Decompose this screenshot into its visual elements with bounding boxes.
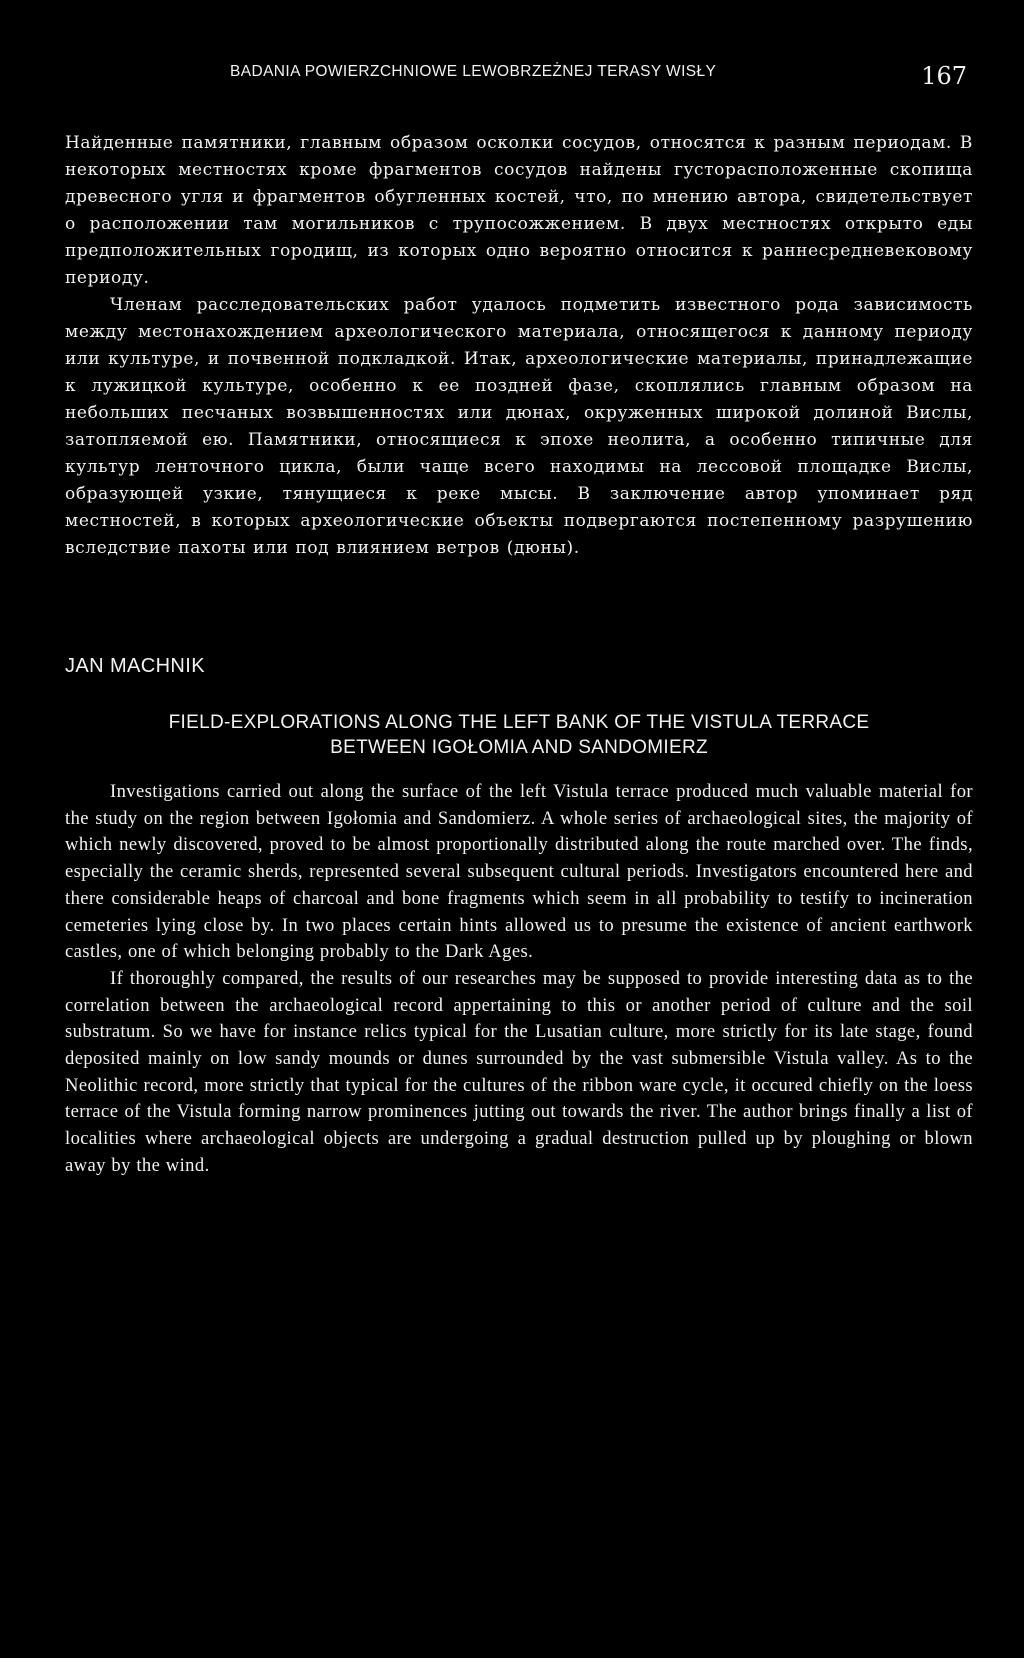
article-author: JAN MACHNIK bbox=[65, 655, 205, 677]
russian-summary bbox=[65, 130, 973, 562]
running-header: BADANIA POWIERZCHNIOWE LEWOBRZEŻNEJ TERASY WISŁY bbox=[230, 63, 717, 80]
english-paragraph-2: If thoroughly compared, the results of our researches may be supposed to provide interesting data as to the correlation between the archaeological record appertaining to this or another period of culture and the soil substratum. So we have for instance relics typical for the Lusatian culture, more strictly for its late stage, found deposited mainly on low sandy mounds or dunes surrounded by the vast submersible Vistula valley. As to the Neolithic record, more strictly that typical for the cultures of the ribbon ware cycle, it occured chiefly on the loess terrace of the Vistula forming narrow prominences jutting out towards the river. The author brings finally a list of localities where archaeological objects are undergoing a gradual destruction pulled up by ploughing or blown away by the wind. bbox=[65, 967, 973, 1176]
page-number: 167 bbox=[921, 62, 967, 90]
article-title-line-1: FIELD-EXPLORATIONS ALONG THE LEFT BANK OF THE VISTULA TERRACE bbox=[168, 712, 870, 733]
russian-paragraph-2: Членам расследовательских работ удалось подметить известного рода зависимость между местонахождением археологического материала, относящегося к данному периоду или культуре, и почвенной подкладкой. Итак, археологические материалы, принадлежащие к лужицкой культуре, особенно к ее поздней фазе, скоплялись главным образом на небольших песчаных возвышенностях или дюнах, окруженных широкой долиной Вислы, затопляемой ею. Памятники, относящиеся к эпохе неолита, а особенно типичные для культур ленточного цикла, были чаще всего находимы на лессовой площадке Вислы, образующей узкие, тянущиеся к реке мысы. В заключение автор упоминает ряд местностей, в которых археологические объекты подвергаются постепенному разрушению вследствие пахоты или под влиянием ветров (дюны). bbox=[65, 295, 973, 558]
russian-paragraph-1: Найденные памятники, главным образом осколки сосудов, относятся к разным периодам. В некоторых местностях кроме фрагментов сосудов найдены густорасположенные скопища древесного угля и фрагментов обугленных костей, что, по мнению автора, свидетельствует о расположении там могильников с трупосожжением. В двух местностях открыто еды предположительных городищ, из которых одно вероятно относится к раннесредневековому периоду. bbox=[65, 133, 973, 288]
english-summary bbox=[65, 779, 973, 1180]
article-title bbox=[65, 710, 973, 760]
english-paragraph-1: Investigations carried out along the surface of the left Vistula terrace produced much valuable material for the study on the region between Igołomia and Sandomierz. A whole series of archaeological sites, the majority of which newly discovered, proved to be almost proportionally distributed along the route marched over. The finds, especially the ceramic sherds, represented several subsequent cultural periods. Investigators encountered here and there considerable heaps of charcoal and bone fragments which seem in all probability to testify to incineration cemeteries lying close by. In two places certain hints allowed us to presume the existence of ancient earthwork castles, one of which belonging probably to the Dark Ages. bbox=[65, 781, 973, 963]
article-title-line-2: BETWEEN IGOŁOMIA AND SANDOMIERZ bbox=[330, 737, 708, 758]
